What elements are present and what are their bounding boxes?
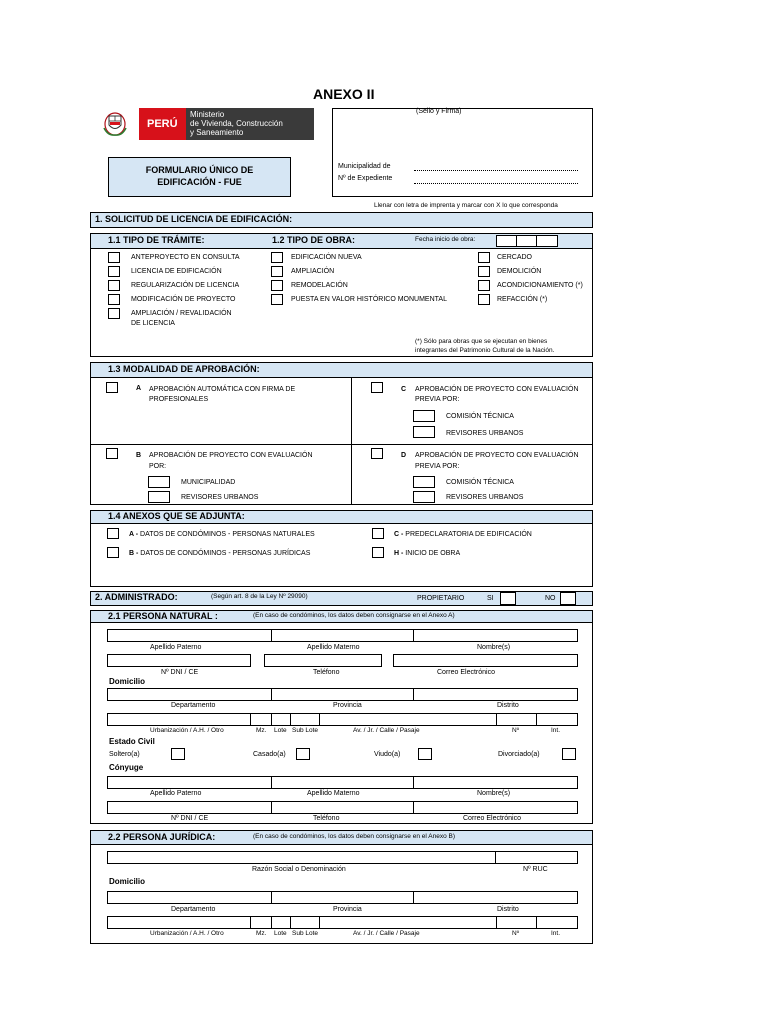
modalidad-b-opt1-checkbox[interactable] [148,476,170,488]
modalidad-divider-h [90,444,593,445]
conyuge-apellido-paterno-input[interactable] [107,776,272,789]
pj-departamento-label: Departamento [171,906,216,913]
anexo-h-checkbox[interactable] [372,547,384,558]
soltero-label: Soltero(a) [109,751,140,758]
tramite-checkbox[interactable] [108,266,120,277]
expediente-field[interactable] [414,182,578,184]
correo-label: Correo Electrónico [437,669,495,676]
via-label: Av. / Jr. / Calle / Pasaje [353,727,420,734]
anexo-c-checkbox[interactable] [372,528,384,539]
lote-input[interactable] [271,713,291,726]
anexo-b-checkbox[interactable] [107,547,119,558]
seal-label: (Sello y Firma) [416,108,462,115]
soltero-checkbox[interactable] [171,748,185,760]
distrito-input[interactable] [413,688,578,701]
modalidad-d-letter: D [401,452,407,459]
viudo-checkbox[interactable] [418,748,432,760]
propietario-no-checkbox[interactable] [560,592,576,605]
modalidad-c-checkbox[interactable] [371,382,383,393]
departamento-label: Departamento [171,702,216,709]
obra-label: ACONDICIONAMIENTO (*) [497,282,583,289]
conyuge-apellido-materno-label: Apellido Materno [307,790,360,797]
anexo-b-text: DATOS DE CONDÓMINOS - PERSONAS JURÍDICAS [138,550,311,557]
modalidad-b-opt2-checkbox[interactable] [148,491,170,503]
footnote-line-1: (*) Sólo para obras que se ejecutan en bienes [415,338,548,345]
anexo-c-key: C - [394,531,404,538]
pj-numero-input[interactable] [496,916,537,929]
anexo-h-key: H - [394,550,404,557]
modalidad-c-line-1: APROBACIÓN DE PROYECTO CON EVALUACIÓN [415,386,579,393]
pj-provincia-input[interactable] [271,891,414,904]
modalidad-b-opt1-label: MUNICIPALIDAD [181,479,236,486]
modalidad-title: 1.3 MODALIDAD DE APROBACIÓN: [108,364,260,374]
brand-text: PERÚ [147,118,178,130]
conyuge-correo-input[interactable] [413,801,578,814]
nombres-input[interactable] [413,629,578,642]
departamento-input[interactable] [107,688,272,701]
modalidad-b-line-1: APROBACIÓN DE PROYECTO CON EVALUACIÓN [149,452,313,459]
apellido-materno-label: Apellido Materno [307,644,360,651]
dni-input[interactable] [107,654,251,667]
ruc-label: Nº RUC [523,866,548,873]
estado-civil-label: Estado Civil [109,737,155,746]
modalidad-a-line-2: PROFESIONALES [149,396,209,403]
conyuge-dni-input[interactable] [107,801,272,814]
persona-juridica-note: (En caso de condóminos, los datos deben consignarse en el Anexo B) [253,833,455,840]
modalidad-d-line-2: PREVIA POR: [415,463,460,470]
anexos-title: 1.4 ANEXOS QUE SE ADJUNTA: [108,511,245,521]
numero-label: Nº [512,727,520,734]
footnote-line-2: integrantes del Patrimonio Cultural de la Nación. [415,347,555,354]
modalidad-d-opt2-label: REVISORES URBANOS [446,494,524,501]
fecha-year-field[interactable] [536,235,558,247]
razon-social-input[interactable] [107,851,496,864]
modalidad-a-checkbox[interactable] [106,382,118,393]
propietario-no-label: NO [545,595,556,602]
pj-distrito-label: Distrito [497,906,519,913]
modalidad-a-letter: A [136,385,142,392]
pj-interior-input[interactable] [536,916,578,929]
obra-label: DEMOLICIÓN [497,268,542,275]
telefono-input[interactable] [264,654,382,667]
provincia-input[interactable] [271,688,414,701]
distrito-label: Distrito [497,702,519,709]
modalidad-d-line-1: APROBACIÓN DE PROYECTO CON EVALUACIÓN [415,452,579,459]
razon-social-label: Razón Social o Denominación [252,866,346,873]
dni-label: Nº DNI / CE [161,669,199,676]
pj-urbanizacion-label: Urbanización / A.H. / Otro [150,930,224,937]
instructions: Llenar con letra de imprenta y marcar con X lo que corresponda [374,202,558,209]
ministry-line-3: y Saneamiento [190,128,244,137]
viudo-label: Viudo(a) [374,751,401,758]
persona-juridica-title: 2.2 PERSONA JURÍDICA: [108,832,216,842]
pj-provincia-label: Provincia [333,906,362,913]
provincia-label: Provincia [333,702,362,709]
tramite-checkbox[interactable] [108,294,120,305]
telefono-label: Teléfono [313,669,340,676]
tramite-label: DE LICENCIA [131,320,175,327]
tramite-label: REGULARIZACIÓN DE LICENCIA [131,282,240,289]
modalidad-b-checkbox[interactable] [106,448,118,459]
anexo-b-label [129,550,310,557]
anexo-b-key: B - [129,550,139,557]
obra-checkbox[interactable] [271,294,283,305]
pj-distrito-input[interactable] [413,891,578,904]
fecha-day-field[interactable] [496,235,517,247]
tramite-checkbox[interactable] [108,280,120,291]
conyuge-correo-label: Correo Electrónico [463,815,521,822]
conyuge-telefono-input[interactable] [271,801,414,814]
fecha-month-field[interactable] [516,235,537,247]
anexo-h-text: INICIO DE OBRA [403,550,461,557]
pj-via-label: Av. / Jr. / Calle / Pasaje [353,930,420,937]
obra-checkbox[interactable] [271,252,283,263]
modalidad-b-opt2-label: REVISORES URBANOS [181,494,259,501]
modalidad-d-opt1-label: COMISIÓN TÉCNICA [446,479,514,486]
conyuge-nombres-label: Nombre(s) [477,790,511,797]
obra-label: CERCADO [497,254,533,261]
obra-label: REMODELACIÓN [291,282,348,289]
obra-checkbox[interactable] [271,266,283,277]
urbanizacion-label: Urbanización / A.H. / Otro [150,727,224,734]
ministry-block [186,108,314,140]
pj-mz-label: Mz. [256,930,267,937]
obra-checkbox[interactable] [478,252,490,263]
pj-interior-label: Int. [551,930,561,937]
obra-label: EDIFICACIÓN NUEVA [291,254,362,261]
propietario-si-label: SI [487,595,494,602]
modalidad-c-line-2: PREVIA POR: [415,396,460,403]
domicilio-label: Domicilio [109,677,146,686]
apellido-paterno-input[interactable] [107,629,272,642]
coat-of-arms-icon [100,110,130,138]
modalidad-c-opt1-checkbox[interactable] [413,410,435,422]
anexo-a-key: A - [129,531,139,538]
peru-brand-block [139,108,186,140]
interior-input[interactable] [536,713,578,726]
conyuge-nombres-input[interactable] [413,776,578,789]
tramite-checkbox[interactable] [108,252,120,263]
apellido-materno-input[interactable] [271,629,414,642]
tramite-label: AMPLIACIÓN / REVALIDACIÓN [131,310,232,317]
pj-lote-input[interactable] [271,916,291,929]
conyuge-label: Cónyuge [109,763,144,772]
divorciado-label: Divorciado(a) [498,751,540,758]
modalidad-b-letter: B [136,452,142,459]
casado-label: Casado(a) [253,751,286,758]
anexo-h-label [394,550,460,557]
obra-label: PUESTA EN VALOR HISTÓRICO MONUMENTAL [291,296,447,303]
mz-label: Mz. [256,727,267,734]
tramite-label: ANTEPROYECTO EN CONSULTA [131,254,240,261]
pj-lote-label: Lote [274,930,287,937]
nombres-label: Nombre(s) [477,644,511,651]
obra-checkbox[interactable] [478,266,490,277]
propietario-label: PROPIETARIO [417,595,465,602]
persona-natural-note: (En caso de condóminos, los datos deben consignarse en el Anexo A) [253,612,455,619]
pj-sublote-input[interactable] [290,916,320,929]
urbanizacion-input[interactable] [107,713,251,726]
obra-label: REFACCIÓN (*) [497,296,548,303]
tipo-tramite-title: 1.1 TIPO DE TRÁMITE: [108,235,205,245]
form-title-line-1: FORMULARIO ÚNICO DE [145,165,254,175]
conyuge-apellido-paterno-label: Apellido Paterno [150,790,202,797]
mz-input[interactable] [250,713,272,726]
obra-checkbox[interactable] [271,280,283,291]
ruc-input[interactable] [495,851,578,864]
pj-via-input[interactable] [319,916,497,929]
modalidad-c-opt2-label: REVISORES URBANOS [446,430,524,437]
pj-numero-label: Nº [512,930,520,937]
expediente-label: Nº de Expediente [338,175,393,182]
via-input[interactable] [319,713,497,726]
modalidad-a-line-1: APROBACIÓN AUTOMÁTICA CON FIRMA DE [149,386,296,393]
anexo-a-checkbox[interactable] [107,528,119,539]
fecha-inicio-label: Fecha inicio de obra: [415,236,476,243]
lote-label: Lote [274,727,287,734]
pj-departamento-input[interactable] [107,891,272,904]
casado-checkbox[interactable] [296,748,310,760]
pj-urbanizacion-input[interactable] [107,916,251,929]
interior-label: Int. [551,727,561,734]
anexo-c-label [394,531,532,538]
anexo-a-text: DATOS DE CONDÓMINOS - PERSONAS NATURALES [138,531,315,538]
divorciado-checkbox[interactable] [562,748,576,760]
tramite-checkbox[interactable] [108,308,120,319]
municipalidad-field[interactable] [414,169,578,171]
conyuge-telefono-label: Teléfono [313,815,340,822]
conyuge-apellido-materno-input[interactable] [271,776,414,789]
pj-mz-input[interactable] [250,916,272,929]
pj-sublote-label: Sub Lote [292,930,319,937]
modalidad-c-letter: C [401,386,407,393]
modalidad-divider-v [351,378,352,505]
ministry-line-1: Ministerio [190,110,225,119]
obra-checkbox[interactable] [478,294,490,305]
tramite-label: MODIFICACIÓN DE PROYECTO [131,296,236,303]
obra-checkbox[interactable] [478,280,490,291]
section-2-title: 2. ADMINISTRADO: [95,592,178,602]
tipo-obra-title: 1.2 TIPO DE OBRA: [272,235,356,245]
tramite-label: LICENCIA DE EDIFICACIÓN [131,268,222,275]
modalidad-c-opt1-label: COMISIÓN TÉCNICA [446,413,514,420]
page-title: ANEXO II [313,86,375,102]
propietario-si-checkbox[interactable] [500,592,516,605]
ministry-line-2: de Vivienda, Construcción [190,119,283,128]
anexo-a-label [129,531,315,538]
correo-input[interactable] [393,654,578,667]
apellido-paterno-label: Apellido Paterno [150,644,202,651]
modalidad-c-opt2-checkbox[interactable] [413,426,435,438]
municipalidad-label: Municipalidad de [338,163,391,170]
conyuge-dni-label: Nº DNI / CE [171,815,209,822]
anexo-c-text: PREDECLARATORIA DE EDIFICACIÓN [403,531,532,538]
sublote-input[interactable] [290,713,320,726]
sublote-label: Sub Lote [292,727,319,734]
section-1-title: 1. SOLICITUD DE LICENCIA DE EDIFICACIÓN: [95,214,293,224]
pj-domicilio-label: Domicilio [109,877,146,886]
persona-natural-title: 2.1 PERSONA NATURAL : [108,611,218,621]
numero-input[interactable] [496,713,537,726]
modalidad-b-line-2: POR: [149,463,167,470]
form-title-line-2: EDIFICACIÓN - FUE [157,177,242,187]
obra-label: AMPLIACIÓN [291,268,335,275]
modalidad-d-checkbox[interactable] [371,448,383,459]
section-2-note: (Según art. 8 de la Ley Nº 29090) [211,593,308,600]
modalidad-d-opt1-checkbox[interactable] [413,476,435,488]
modalidad-d-opt2-checkbox[interactable] [413,491,435,503]
